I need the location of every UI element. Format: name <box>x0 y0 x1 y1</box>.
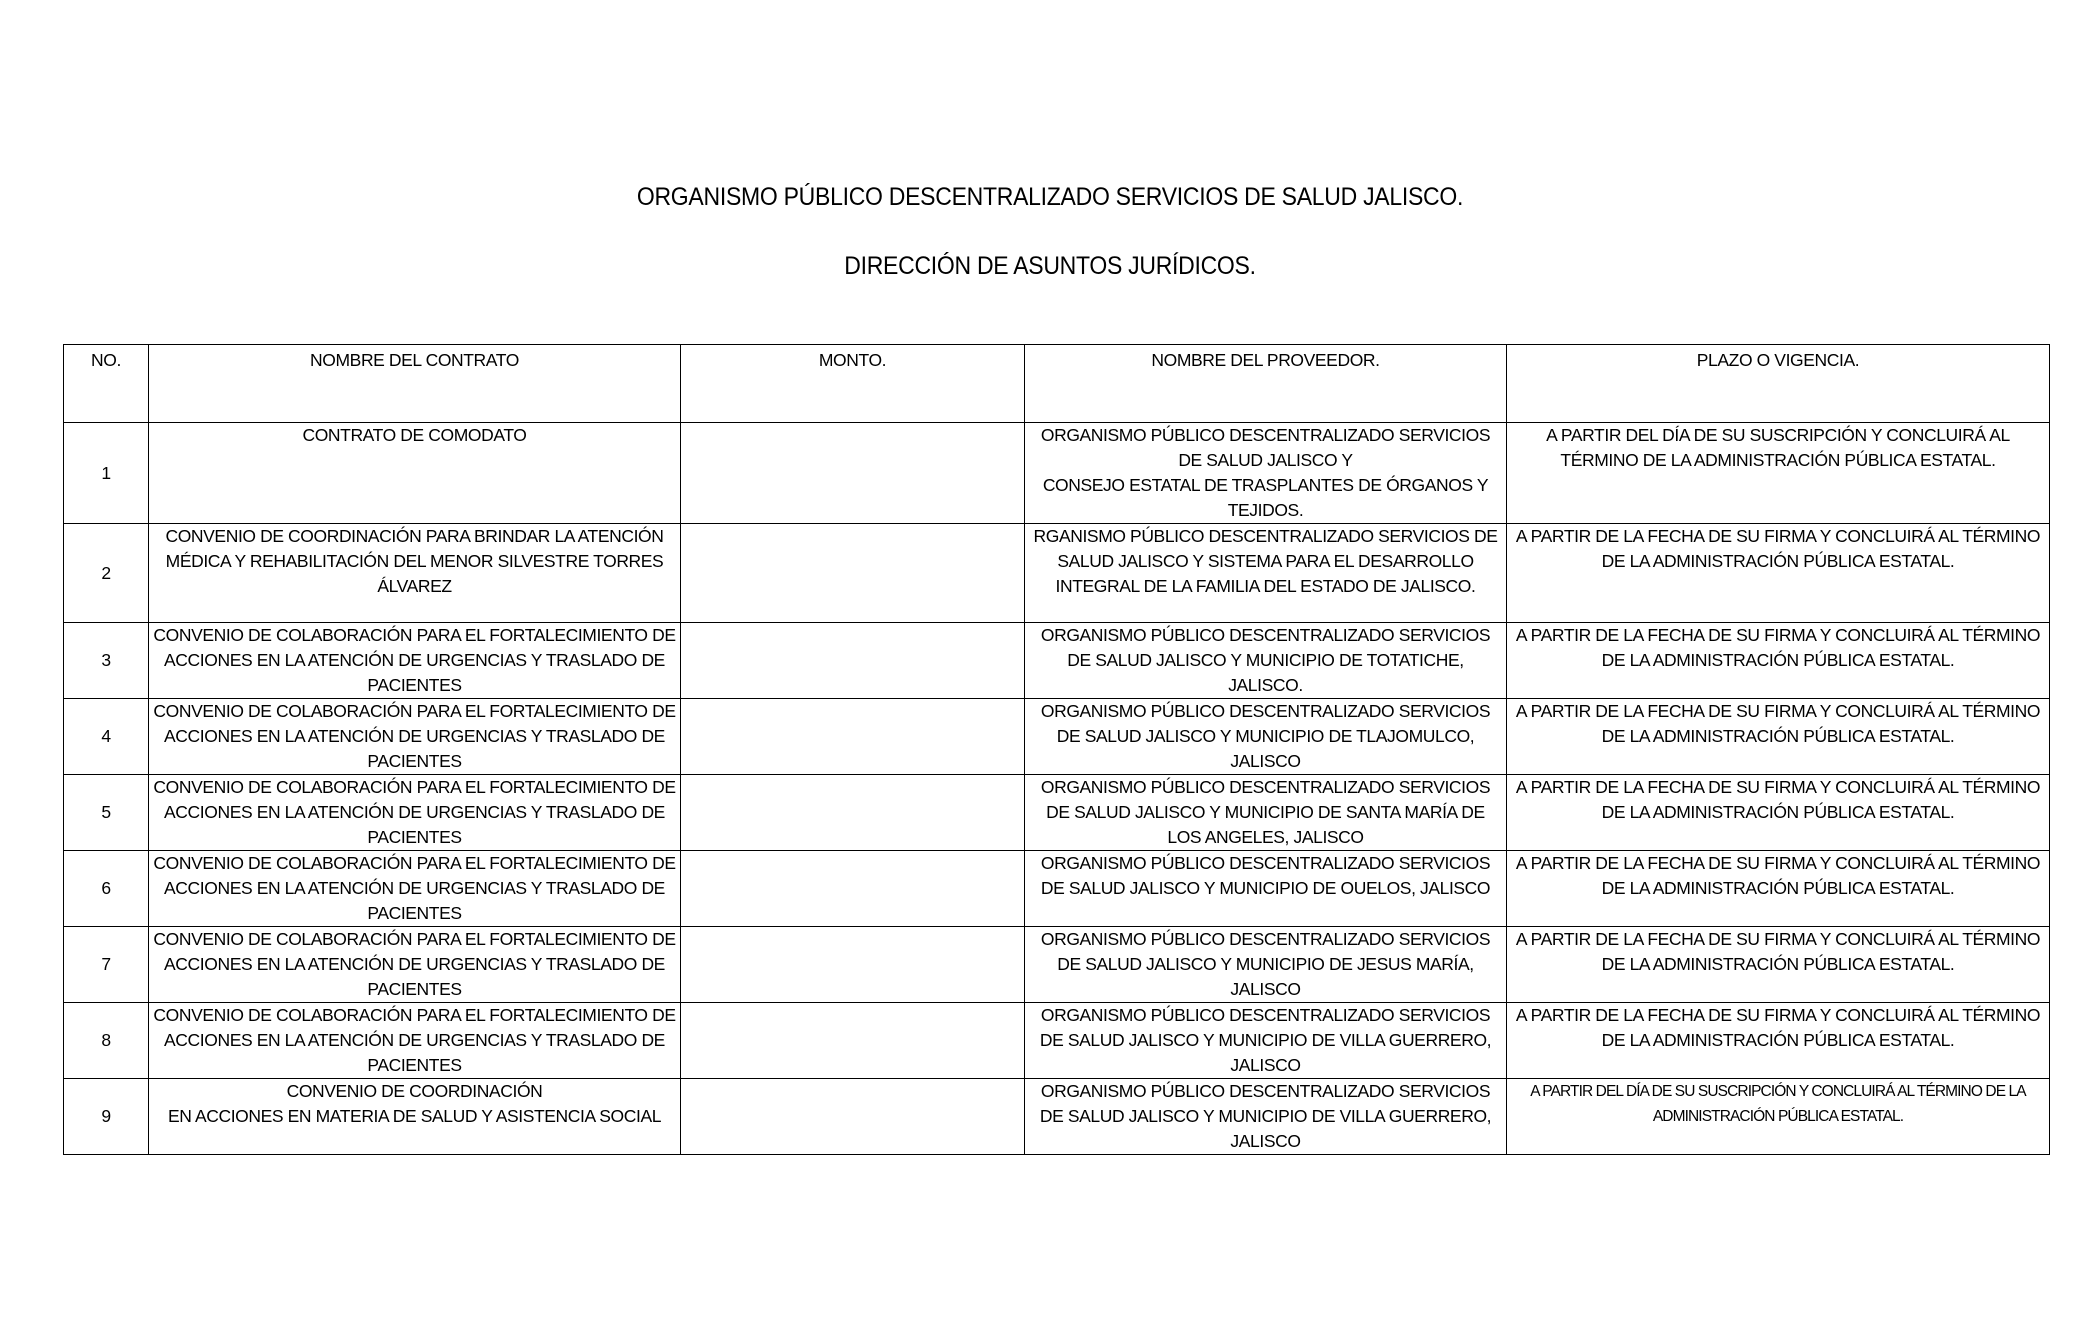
contract-name: CONVENIO DE COLABORACIÓN PARA EL FORTALECIMIENTO DE ACCIONES EN LA ATENCIÓN DE URGENCIAS Y TRASLADO DE PACIENTES <box>149 1003 681 1079</box>
term-validity: A PARTIR DEL DÍA DE SU SUSCRIPCIÓN Y CONCLUIRÁ AL TÉRMINO DE LA ADMINISTRACIÓN PÚBLICA ESTATAL. <box>1507 1079 2050 1155</box>
row-number: 5 <box>64 775 149 851</box>
term-validity: A PARTIR DE LA FECHA DE SU FIRMA Y CONCLUIRÁ AL TÉRMINO DE LA ADMINISTRACIÓN PÚBLICA ESTATAL. <box>1507 775 2050 851</box>
row-number: 4 <box>64 699 149 775</box>
term-validity: A PARTIR DE LA FECHA DE SU FIRMA Y CONCLUIRÁ AL TÉRMINO DE LA ADMINISTRACIÓN PÚBLICA ESTATAL. <box>1507 1003 2050 1079</box>
row-number: 7 <box>64 927 149 1003</box>
provider-name: ORGANISMO PÚBLICO DESCENTRALIZADO SERVICIOS DE SALUD JALISCO Y MUNICIPIO DE SANTA MARÍA DE LOS ANGELES, JALISCO <box>1025 775 1507 851</box>
contract-name: CONTRATO DE COMODATO <box>149 423 681 524</box>
row-number: 8 <box>64 1003 149 1079</box>
provider-name: ORGANISMO PÚBLICO DESCENTRALIZADO SERVICIOS DE SALUD JALISCO Y MUNICIPIO DE OUELOS, JALISCO <box>1025 851 1507 927</box>
provider-name: ORGANISMO PÚBLICO DESCENTRALIZADO SERVICIOS DE SALUD JALISCO Y MUNICIPIO DE VILLA GUERRERO, JALISCO <box>1025 1003 1507 1079</box>
contract-name: CONVENIO DE COORDINACIÓN PARA BRINDAR LA ATENCIÓN MÉDICA Y REHABILITACIÓN DEL MENOR SILVESTRE TORRES ÁLVAREZ <box>149 524 681 623</box>
contract-amount <box>681 1003 1025 1079</box>
contract-amount <box>681 851 1025 927</box>
contract-name: CONVENIO DE COORDINACIÓN EN ACCIONES EN MATERIA DE SALUD Y ASISTENCIA SOCIAL <box>149 1079 681 1155</box>
table-row <box>64 851 2050 927</box>
term-validity: A PARTIR DEL DÍA DE SU SUSCRIPCIÓN Y CONCLUIRÁ AL TÉRMINO DE LA ADMINISTRACIÓN PÚBLICA ESTATAL. <box>1507 423 2050 524</box>
contracts-table <box>63 344 2050 1155</box>
contract-amount <box>681 423 1025 524</box>
column-header-plazo: PLAZO O VIGENCIA. <box>1507 345 2050 423</box>
contract-name: CONVENIO DE COLABORACIÓN PARA EL FORTALECIMIENTO DE ACCIONES EN LA ATENCIÓN DE URGENCIAS Y TRASLADO DE PACIENTES <box>149 851 681 927</box>
contract-amount <box>681 699 1025 775</box>
provider-name: ORGANISMO PÚBLICO DESCENTRALIZADO SERVICIOS DE SALUD JALISCO Y CONSEJO ESTATAL DE TRASPLANTES DE ÓRGANOS Y TEJIDOS. <box>1025 423 1507 524</box>
table-row <box>64 524 2050 623</box>
contract-amount <box>681 927 1025 1003</box>
contract-amount <box>681 775 1025 851</box>
contract-name: CONVENIO DE COLABORACIÓN PARA EL FORTALECIMIENTO DE ACCIONES EN LA ATENCIÓN DE URGENCIAS Y TRASLADO DE PACIENTES <box>149 699 681 775</box>
term-validity: A PARTIR DE LA FECHA DE SU FIRMA Y CONCLUIRÁ AL TÉRMINO DE LA ADMINISTRACIÓN PÚBLICA ESTATAL. <box>1507 927 2050 1003</box>
row-number: 9 <box>64 1079 149 1155</box>
provider-name: ORGANISMO PÚBLICO DESCENTRALIZADO SERVICIOS DE SALUD JALISCO Y MUNICIPIO DE JESUS MARÍA, JALISCO <box>1025 927 1507 1003</box>
table-row <box>64 623 2050 699</box>
term-validity: A PARTIR DE LA FECHA DE SU FIRMA Y CONCLUIRÁ AL TÉRMINO DE LA ADMINISTRACIÓN PÚBLICA ESTATAL. <box>1507 524 2050 623</box>
provider-name: ORGANISMO PÚBLICO DESCENTRALIZADO SERVICIOS DE SALUD JALISCO Y MUNICIPIO DE TOTATICHE, JALISCO. <box>1025 623 1507 699</box>
provider-name: ORGANISMO PÚBLICO DESCENTRALIZADO SERVICIOS DE SALUD JALISCO Y MUNICIPIO DE VILLA GUERRERO, JALISCO <box>1025 1079 1507 1155</box>
term-validity: A PARTIR DE LA FECHA DE SU FIRMA Y CONCLUIRÁ AL TÉRMINO DE LA ADMINISTRACIÓN PÚBLICA ESTATAL. <box>1507 699 2050 775</box>
table-row <box>64 927 2050 1003</box>
table-row <box>64 775 2050 851</box>
provider-name: RGANISMO PÚBLICO DESCENTRALIZADO SERVICIOS DE SALUD JALISCO Y SISTEMA PARA EL DESARROLLO INTEGRAL DE LA FAMILIA DEL ESTADO DE JALISCO. <box>1025 524 1507 623</box>
contract-name: CONVENIO DE COLABORACIÓN PARA EL FORTALECIMIENTO DE ACCIONES EN LA ATENCIÓN DE URGENCIAS Y TRASLADO DE PACIENTES <box>149 623 681 699</box>
column-header-monto: MONTO. <box>681 345 1025 423</box>
provider-name: ORGANISMO PÚBLICO DESCENTRALIZADO SERVICIOS DE SALUD JALISCO Y MUNICIPIO DE TLAJOMULCO, JALISCO <box>1025 699 1507 775</box>
table-row <box>64 1003 2050 1079</box>
term-validity: A PARTIR DE LA FECHA DE SU FIRMA Y CONCLUIRÁ AL TÉRMINO DE LA ADMINISTRACIÓN PÚBLICA ESTATAL. <box>1507 851 2050 927</box>
contract-name: CONVENIO DE COLABORACIÓN PARA EL FORTALECIMIENTO DE ACCIONES EN LA ATENCIÓN DE URGENCIAS Y TRASLADO DE PACIENTES <box>149 927 681 1003</box>
contract-amount <box>681 524 1025 623</box>
row-number: 2 <box>64 524 149 623</box>
column-header-contrato: NOMBRE DEL CONTRATO <box>149 345 681 423</box>
term-validity: A PARTIR DE LA FECHA DE SU FIRMA Y CONCLUIRÁ AL TÉRMINO DE LA ADMINISTRACIÓN PÚBLICA ESTATAL. <box>1507 623 2050 699</box>
document-subtitle: DIRECCIÓN DE ASUNTOS JURÍDICOS. <box>844 252 1256 280</box>
contract-amount <box>681 623 1025 699</box>
document-title: ORGANISMO PÚBLICO DESCENTRALIZADO SERVICIOS DE SALUD JALISCO. <box>636 183 1464 211</box>
row-number: 6 <box>64 851 149 927</box>
contract-name: CONVENIO DE COLABORACIÓN PARA EL FORTALECIMIENTO DE ACCIONES EN LA ATENCIÓN DE URGENCIAS Y TRASLADO DE PACIENTES <box>149 775 681 851</box>
row-number: 1 <box>64 423 149 524</box>
contract-amount <box>681 1079 1025 1155</box>
table-row <box>64 1079 2050 1155</box>
table-row <box>64 699 2050 775</box>
column-header-no: NO. <box>64 345 149 423</box>
row-number: 3 <box>64 623 149 699</box>
table-row <box>64 423 2050 524</box>
column-header-proveedor: NOMBRE DEL PROVEEDOR. <box>1025 345 1507 423</box>
table-header-row <box>64 345 2050 423</box>
